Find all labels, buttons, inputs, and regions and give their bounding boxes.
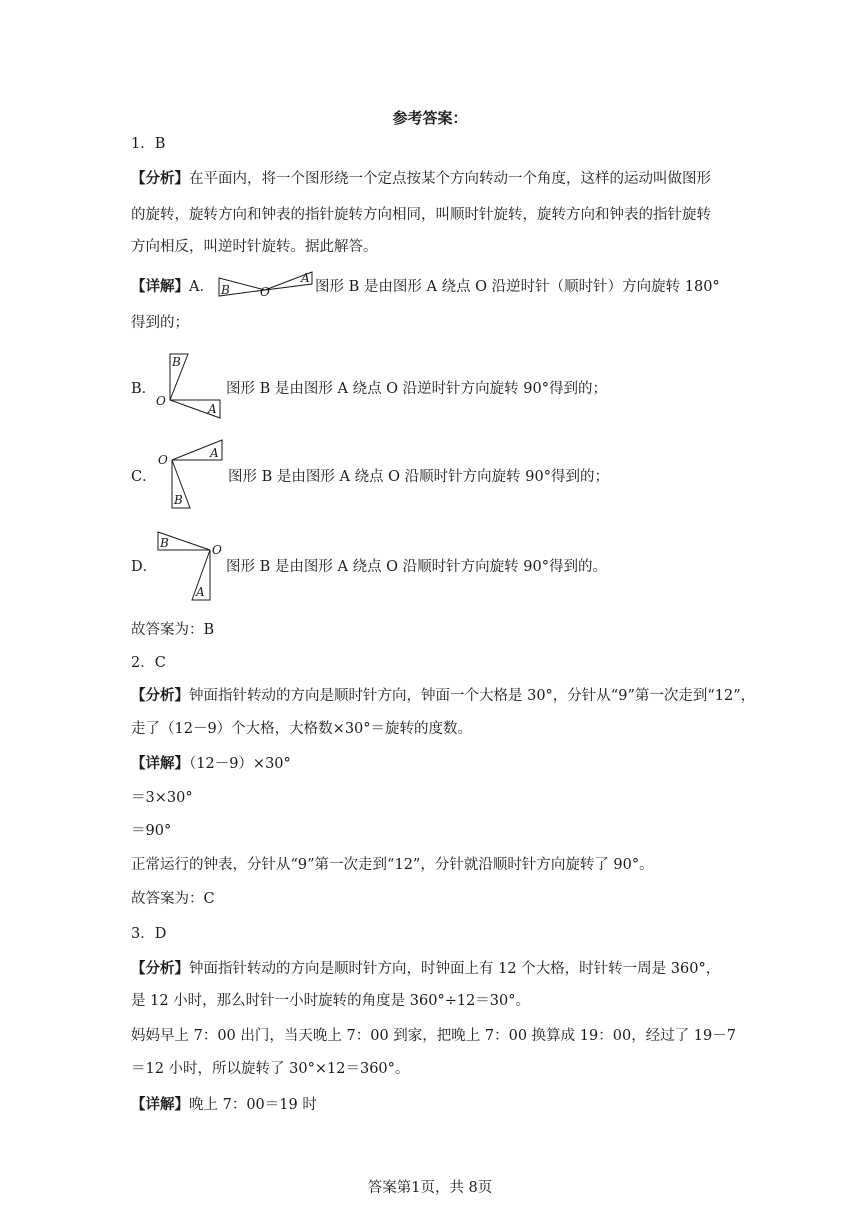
q1-option-d-text: 图形 B 是由图形 A 绕点 O 沿顺时针方向旋转 90°得到的。 [226,559,607,575]
label-b: B [221,283,230,297]
q1-analysis-line-2: 的旋转，旋转方向和钟表的指针旋转方向相同，叫顺时针旋转，旋转方向和钟表的指针旋转 [131,207,711,223]
q1-detail-tag: 【详解】 [131,278,189,295]
figure-option-d [154,528,226,604]
label-b: B [172,355,181,369]
q2-step-1: ＝3×30° [131,790,193,806]
q3-analysis-tag: 【分析】 [131,960,189,977]
label-o: O [212,543,222,557]
figure-option-b [154,350,226,422]
figure-option-c [154,436,228,512]
q1-option-a-prefix: A． [189,279,214,295]
q2-step-2: ＝90° [131,823,172,839]
q1-option-b-prefix: B． [131,381,157,397]
q2-analysis-text-1: 钟面指针转动的方向是顺时针方向，钟面一个大格是 30°，分针从“9”第一次走到“12”， [189,688,756,704]
q2-analysis-line-2: 走了（12－9）个大格，大格数×30°＝旋转的度数。 [131,721,473,737]
q2-conclusion: 正常运行的钟表，分针从“9”第一次走到“12”，分针就沿顺时针方向旋转了 90°。 [131,857,654,873]
label-a: A [301,271,310,285]
q3-analysis-line-4: ＝12 小时，所以旋转了 30°×12＝360°。 [131,1061,410,1077]
label-b: B [160,536,169,550]
label-a: A [210,446,219,460]
q3-number: 3．D [131,926,167,942]
label-o: O [158,453,168,467]
figure-option-a [213,266,315,298]
q2-detail-line [131,754,291,774]
q3-analysis-text-1: 钟面指针转动的方向是顺时针方向，时钟面上有 12 个大格，时针转一周是 360°， [189,961,721,977]
q1-option-b-text: 图形 B 是由图形 A 绕点 O 沿逆时针方向旋转 90°得到的； [226,381,607,397]
q1-analysis-tag: 【分析】 [131,170,189,187]
q1-option-a-cont: 得到的； [131,315,189,331]
q1-option-a-text: 图形 B 是由图形 A 绕点 O 沿逆时针（顺时针）方向旋转 180° [315,279,720,295]
label-o: O [156,394,166,408]
q2-detail-text: （12－9）×30° [189,756,291,772]
page-title: 参考答案： [392,109,468,127]
q2-analysis-line-1 [131,686,755,706]
q1-option-c-prefix: C． [131,469,157,485]
q1-option-d-prefix: D． [131,559,158,575]
q3-analysis-line-3: 妈妈早上 7：00 出门，当天晚上 7：00 到家，把晚上 7：00 换算成 19：00，经过了 19－7 [131,1028,736,1044]
label-a: A [196,585,205,599]
label-a: A [208,402,217,416]
q1-detail-a-line [131,277,214,297]
q3-analysis-line-1 [131,959,720,979]
q1-number: 1．B [131,136,166,152]
q1-answer: 故答案为：B [131,622,215,638]
q1-option-c-text: 图形 B 是由图形 A 绕点 O 沿顺时针方向旋转 90°得到的； [228,469,609,485]
label-b: B [174,493,183,507]
q2-number: 2．C [131,655,166,671]
label-o: O [260,285,270,298]
q1-analysis-text-1: 在平面内，将一个图形绕一个定点按某个方向转动一个角度，这样的运动叫做图形 [189,171,711,187]
q3-detail-tag: 【详解】 [131,1096,189,1113]
q2-detail-tag: 【详解】 [131,755,189,772]
q2-analysis-tag: 【分析】 [131,687,189,704]
q3-detail-text: 晚上 7：00＝19 时 [189,1097,317,1113]
q1-analysis-line-3: 方向相反，叫逆时针旋转。据此解答。 [131,239,378,255]
q2-answer: 故答案为：C [131,891,215,907]
q3-detail-line [131,1095,317,1115]
page-footer: 答案第1页，共 8页 [367,1180,493,1196]
q1-analysis-line-1 [131,169,711,189]
q3-analysis-line-2: 是 12 小时，那么时针一小时旋转的角度是 360°÷12＝30°。 [131,993,531,1009]
